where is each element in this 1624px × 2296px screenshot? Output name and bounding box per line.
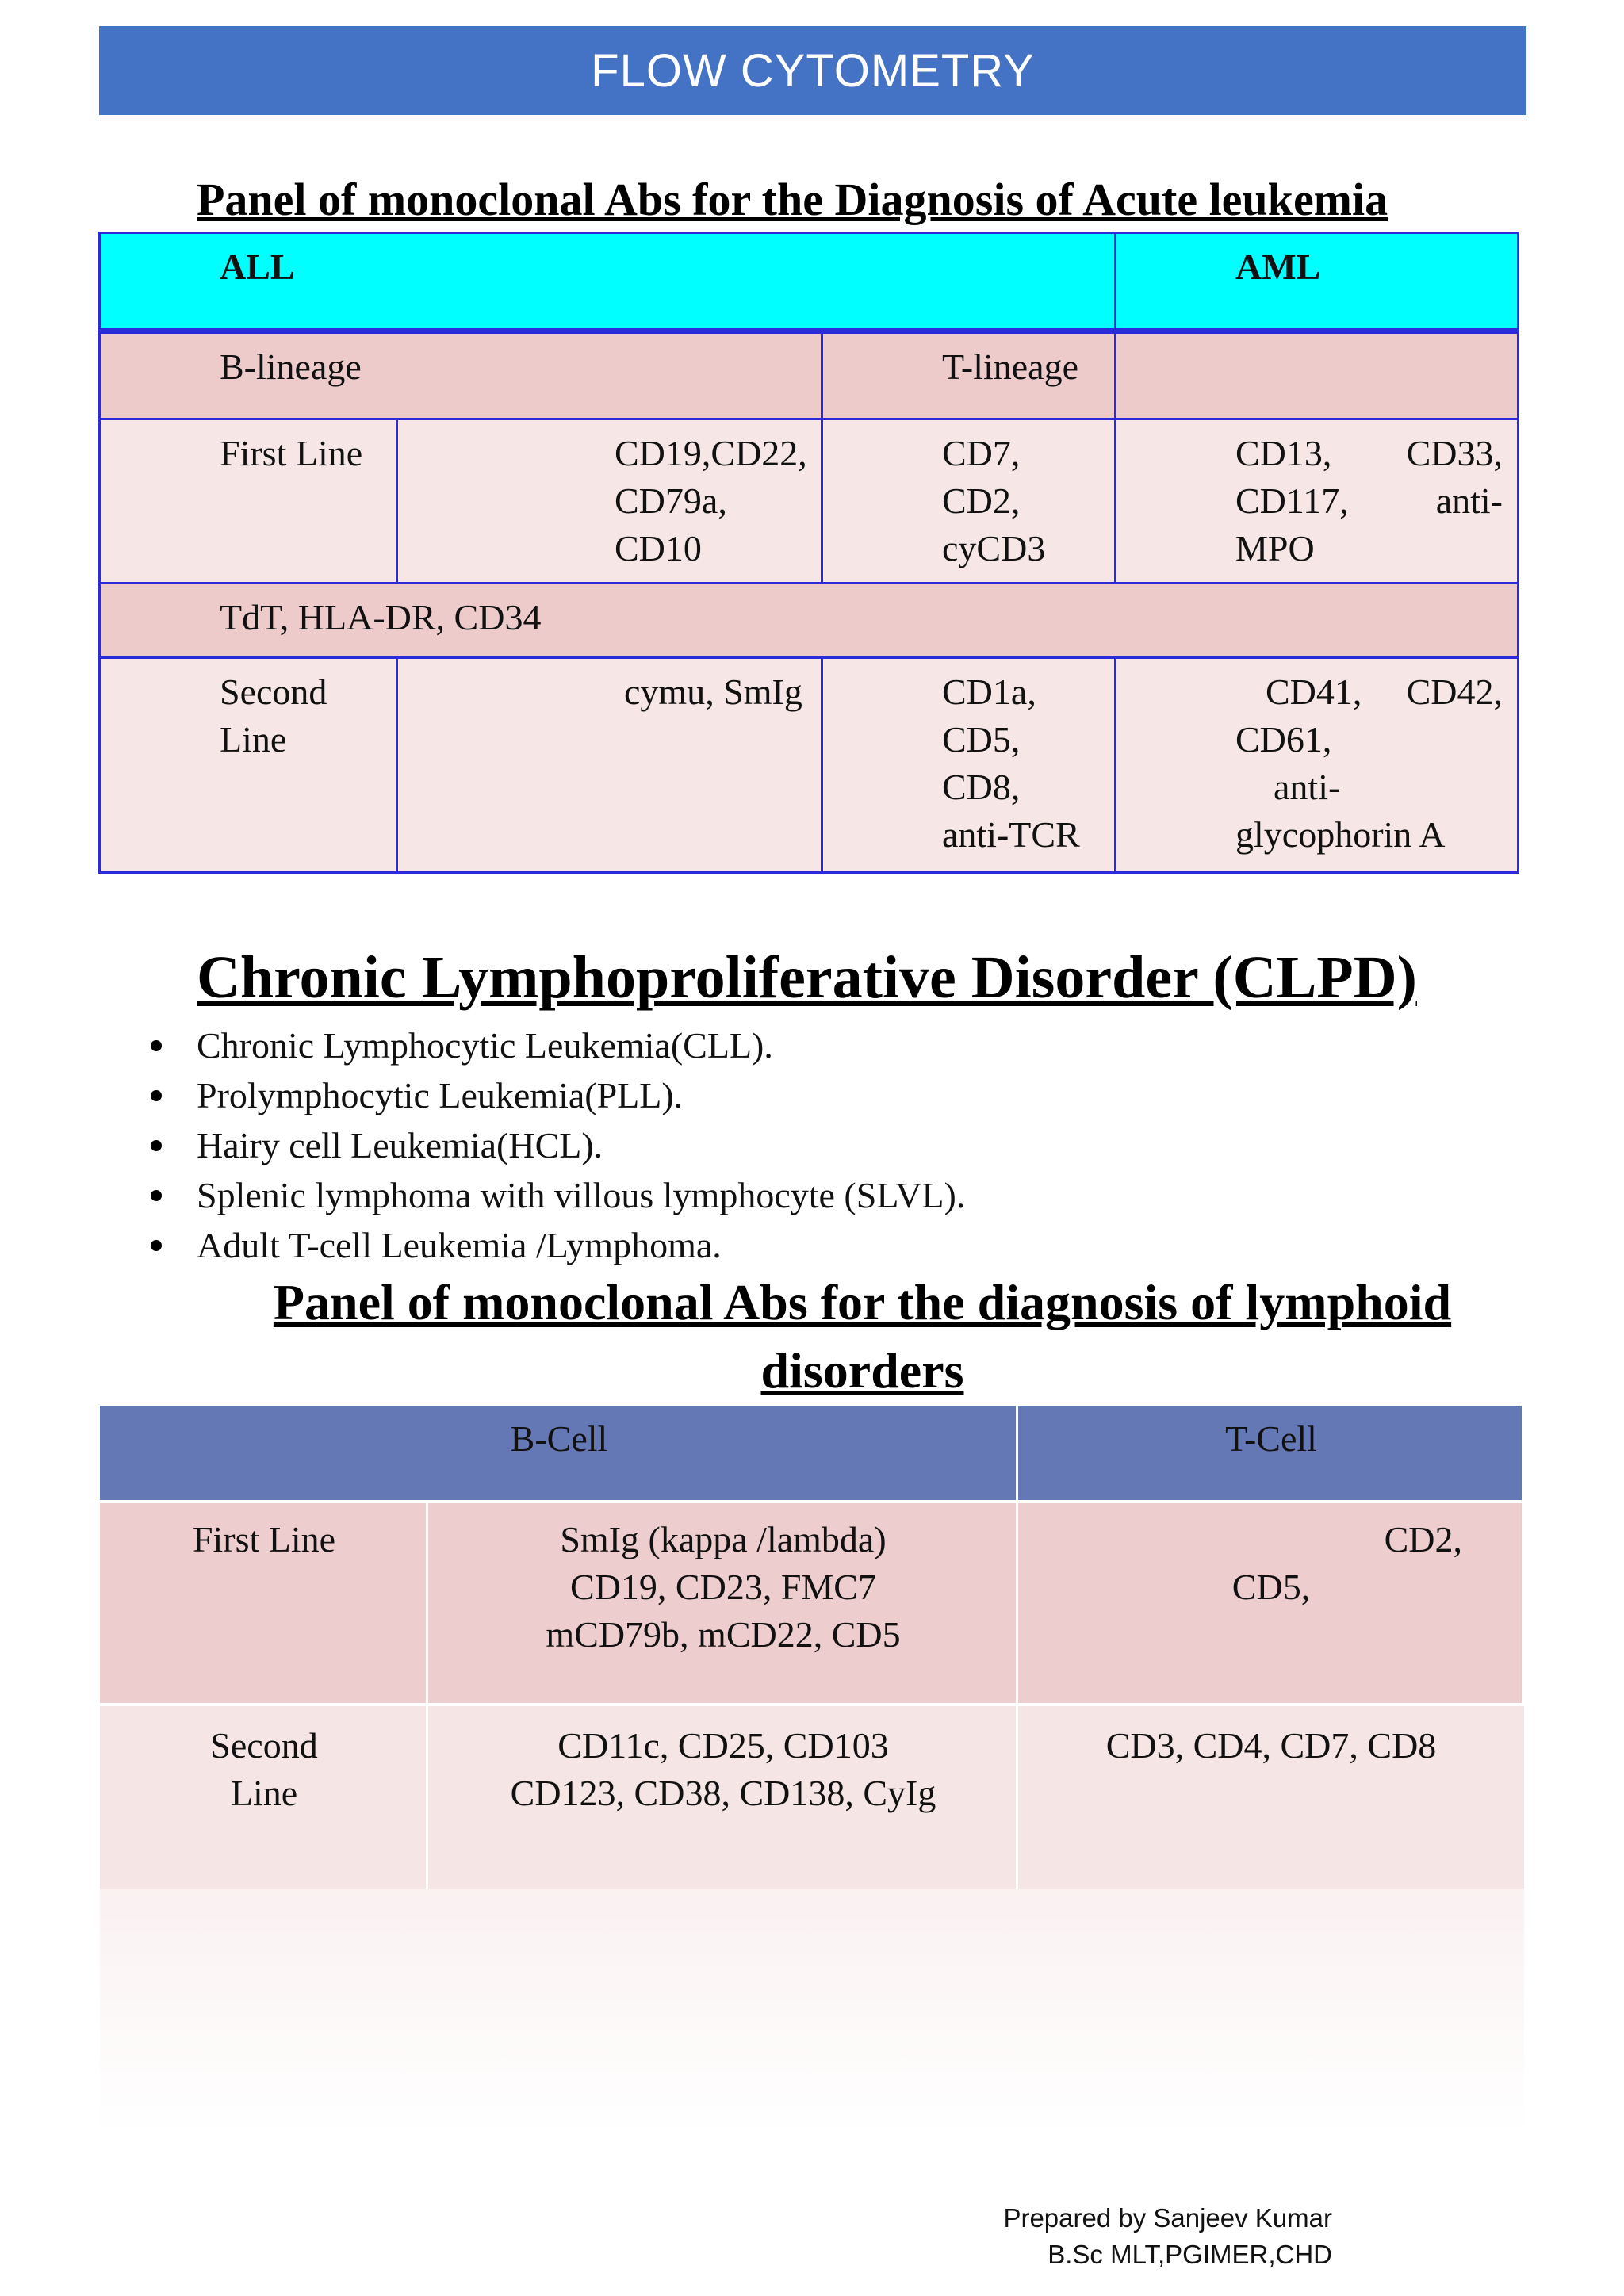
second-aml-5: glycophorin A [1235,814,1446,855]
first-aml-4: anti- [1435,480,1503,521]
b-lineage-cell [98,331,823,420]
second-t-3: CD8, [942,767,1021,807]
second-line-label-cell [98,656,398,874]
second-line-aml-cell [1114,656,1519,874]
lymph-second-b-1: CD11c, CD25, CD103 [557,1725,889,1766]
clpd-heading: Chronic Lymphoproliferative Disorder (CLPD) [197,944,1417,1011]
list-item: Prolymphocytic Leukemia(PLL). [143,1070,1491,1120]
t-lineage-cell [821,331,1116,420]
header-t-cell: T-Cell [1225,1418,1317,1459]
header-aml-cell [1114,232,1519,331]
author-name: Prepared by Sanjeev Kumar [1003,2203,1332,2233]
common-markers: TdT, HLA-DR, CD34 [220,597,542,637]
lymph-second-b-2: CD123, CD38, CD138, CyIg [510,1773,936,1813]
second-aml-2: CD42, [1406,672,1503,712]
header-t-cell-cell [1018,1406,1524,1503]
lymph-first-line-b-cell [428,1503,1018,1706]
b-lineage-label: B-lineage [220,346,362,387]
acute-leukemia-heading: Panel of monoclonal Abs for the Diagnosis of Acute leukemia [197,174,1388,225]
aml-lineage-cell [1114,331,1519,420]
first-b-3: CD10 [615,528,702,568]
second-line-label-1: Second [220,672,327,712]
list-item: Adult T-cell Leukemia /Lymphoma. [143,1220,1491,1270]
header-all: ALL [220,247,295,287]
author-affiliation: B.Sc MLT,PGIMER,CHD [1048,2240,1332,2269]
first-line-aml-cell [1114,418,1519,584]
lymph-first-b-2: CD19, CD23, FMC7 [570,1567,876,1607]
lymph-first-b-3: mCD79b, mCD22, CD5 [546,1614,901,1655]
t-lineage-label: T-lineage [942,346,1079,387]
list-item: Chronic Lymphocytic Leukemia(CLL). [143,1020,1491,1070]
second-b: cymu, SmIg [624,672,802,712]
second-t-1: CD1a, [942,672,1036,712]
first-aml-1: CD13, [1235,433,1332,473]
banner-title: FLOW CYTOMETRY [591,44,1035,97]
second-aml-1: CD41, [1266,672,1362,712]
second-t-2: CD5, [942,719,1021,760]
first-aml-3: CD117, [1235,480,1349,521]
second-aml-3: CD61, [1235,719,1332,760]
list-item: Hairy cell Leukemia(HCL). [143,1120,1491,1170]
first-line-label-cell [98,418,398,584]
lymph-first-t-2: CD5, [1231,1567,1311,1607]
acute-leukemia-table [98,232,1519,874]
lymph-first-line-t-cell [1018,1503,1524,1706]
header-all-cell [98,232,1116,331]
second-line-label-2: Line [220,719,287,760]
first-b-2: CD79a, [615,480,727,521]
second-line-t-cell [821,656,1116,874]
header-aml: AML [1235,247,1321,287]
first-t-2: CD2, [942,480,1021,521]
first-line-b-cell [396,418,823,584]
page-banner [99,26,1526,115]
lymph-first-line-label-cell [100,1503,428,1706]
first-line-t-cell [821,418,1116,584]
lymphoid-table [100,1406,1524,1889]
author-credit [952,2200,1332,2273]
common-markers-cell [98,582,1519,659]
first-aml-2: CD33, [1406,433,1503,473]
lymph-first-line-label: First Line [192,1519,336,1559]
list-item: Splenic lymphoma with villous lymphocyte (SLVL). [143,1170,1491,1220]
lymph-second-line-b-cell [428,1706,1018,1889]
first-t-1: CD7, [942,433,1021,473]
lymph-second-line-label-cell [100,1706,428,1889]
first-t-3: cyCD3 [942,528,1046,568]
lymph-second-line-label-2: Line [230,1773,298,1813]
lymphoid-heading: Panel of monoclonal Abs for the diagnosis of lymphoid disorders [273,1274,1452,1399]
lymph-second-t: CD3, CD4, CD7, CD8 [1105,1725,1437,1766]
header-b-cell: B-Cell [510,1418,608,1459]
lymph-first-b-1: SmIg (kappa /lambda) [560,1519,887,1559]
second-aml-4: anti- [1274,767,1341,807]
header-b-cell-cell [100,1406,1018,1503]
clpd-list [143,1020,1491,1270]
first-aml-5: MPO [1235,528,1315,568]
lymph-second-line-t-cell [1018,1706,1524,1889]
first-b-1: CD19,CD22, [615,433,807,473]
lymph-second-line-label-1: Second [210,1725,318,1766]
second-line-b-cell [396,656,823,874]
first-line-label: First Line [220,433,363,473]
lymph-first-t-1: CD2, [1384,1519,1462,1559]
second-t-4: anti-TCR [942,814,1080,855]
